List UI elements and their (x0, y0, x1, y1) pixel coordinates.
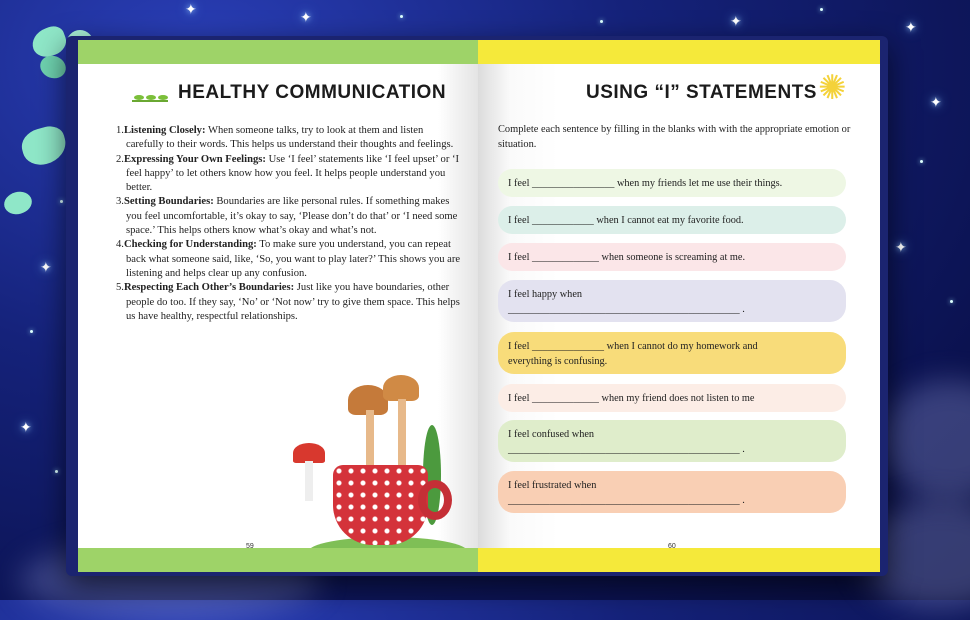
top-band (478, 40, 880, 64)
vine-decoration (132, 100, 168, 102)
top-band (78, 40, 478, 64)
sentence-row[interactable]: I feel happy when _____________________________________________ . (498, 280, 846, 322)
star-icon: ✦ (300, 11, 312, 26)
list-item: 4.Checking for Understanding: To make sure you understand, you can repeat back what someone said, like, ‘So, you want to play later?’ This shows you are listening and helps clear up any confusion. (116, 239, 461, 279)
sun-icon: ✺ (818, 70, 847, 107)
list-item: 5.Respecting Each Other’s Boundaries: Just like you have boundaries, other people do too. If they say, ‘No’ or ‘Not now’ try to give them space. This helps us have healthy, respectful relationships. (116, 282, 460, 322)
star-icon: ✦ (40, 261, 52, 276)
page-title: USING “I” STATEMENTS (586, 82, 817, 103)
instructions: Complete each sentence by filling in the blanks with with the appropriate emotion or situation. (498, 124, 851, 150)
tips-list (116, 124, 461, 324)
star-icon: ✦ (185, 3, 197, 18)
star-icon: ✦ (730, 15, 742, 30)
star-icon: ✦ (905, 21, 917, 36)
page-number: 59 (246, 543, 254, 550)
sentence-row[interactable]: I feel confused when _____________________________________________ . (498, 420, 846, 462)
sentence-row[interactable]: I feel _____________ when my friend does not listen to me (498, 384, 846, 412)
mug-mushroom-illustration (288, 365, 478, 565)
sentence-row[interactable]: I feel ________________ when my friends let me use their things. (498, 169, 846, 197)
list-item: 3.Setting Boundaries: Boundaries are like personal rules. If something makes you feel uncomfortable, it’s okay to say, ‘Please don’t do that’ or ‘I need some space.’ This helps others know what’s okay and what’s not. (116, 196, 458, 237)
sentence-row[interactable]: I feel ____________ when I cannot eat my favorite food. (498, 206, 846, 234)
page-number: 60 (668, 543, 676, 550)
star-icon: ✦ (895, 241, 907, 256)
list-item: 1.Listening Closely: When someone talks, try to look at them and listen carefully to their words. This helps us understand their thoughts and feelings. (116, 125, 454, 151)
sentence-row[interactable]: I feel ______________ when I cannot do my homework and everything is confusing. (498, 332, 846, 374)
butterfly-icon (2, 189, 35, 217)
butterfly-icon (18, 123, 70, 169)
bottom-band (478, 548, 880, 572)
page-title: HEALTHY COMMUNICATION (178, 82, 447, 103)
sentence-row[interactable]: I feel _____________ when someone is screaming at me. (498, 243, 846, 271)
star-icon: ✦ (930, 96, 942, 111)
right-page (478, 40, 880, 572)
list-item: 2.Expressing Your Own Feelings: Use ‘I feel’ statements like ‘I feel upset’ or ‘I feel happy’ to let others know how you feel. It helps people understand you better. (116, 153, 460, 194)
left-page (78, 40, 478, 572)
sentence-row[interactable]: I feel frustrated when _____________________________________________ . (498, 471, 846, 513)
bottom-band (78, 548, 478, 572)
star-icon: ✦ (20, 421, 32, 436)
